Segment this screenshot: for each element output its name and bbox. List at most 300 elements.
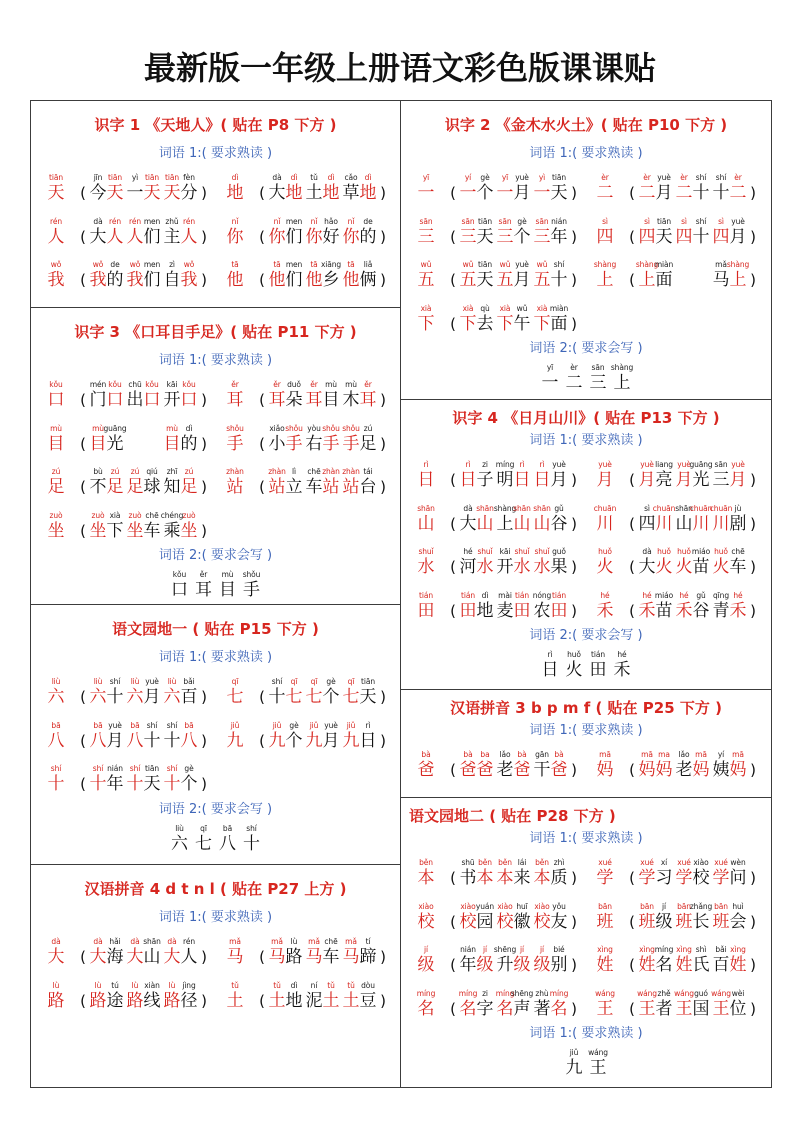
phrase-char: 十 (550, 270, 568, 290)
phrase-char: 台 (359, 477, 377, 497)
open-paren: ( (450, 471, 456, 489)
word-phrase (639, 216, 673, 254)
word-phrase (534, 172, 568, 210)
lesson-grid (30, 100, 772, 1088)
pinyin: dà (167, 937, 177, 946)
char-entry (31, 714, 210, 758)
pinyin: guāng (103, 423, 127, 433)
phrase-syllable (286, 466, 303, 504)
phrase-char: 的 (180, 433, 198, 454)
word-phrase (343, 466, 377, 504)
word-phrase (676, 546, 710, 584)
phrase-syllable (551, 988, 568, 1026)
pinyin: shí (271, 677, 283, 686)
pinyin: dà (642, 547, 652, 556)
target-pinyin: qī (231, 677, 239, 686)
pinyin: shū (461, 858, 475, 867)
close-paren: ) (571, 761, 577, 779)
target-pinyin: liù (51, 677, 61, 686)
phrase-syllable (656, 259, 673, 297)
phrase-char: 耳 (359, 390, 377, 410)
phrase-char: 田 (459, 600, 477, 621)
word-group (448, 988, 579, 1026)
phrase-char: 上 (496, 513, 514, 534)
phrase-char: 我 (89, 270, 107, 290)
pinyin: shí (166, 720, 178, 730)
phrase-char: 个 (285, 730, 303, 751)
char-entry (31, 460, 210, 504)
close-paren: ) (380, 948, 386, 966)
close-paren: ) (380, 731, 386, 750)
word-group (257, 936, 388, 974)
pinyin: shì (695, 945, 707, 954)
phrase-char: 马 (342, 947, 360, 967)
phrase-syllable (269, 172, 286, 210)
phrase-char: 一 (496, 183, 514, 203)
pinyin: jiǔ (309, 720, 319, 730)
word-phrase (306, 980, 340, 1018)
pinyin: míng (549, 988, 569, 998)
vocab-label-write: 词语 2:( 要求会写 ) (529, 341, 643, 356)
vocab-row (401, 166, 771, 210)
phrase-char: 十 (163, 774, 181, 794)
open-paren: ( (629, 514, 635, 533)
vocab-rows (31, 670, 400, 801)
phrase-syllable (477, 749, 494, 787)
target-pinyin: tǔ (231, 980, 239, 990)
writing-char-block (610, 649, 634, 680)
phrase-syllable (323, 379, 340, 417)
phrase-char: 学 (638, 868, 656, 888)
phrase-char: 马 (268, 947, 286, 967)
word-phrase (127, 676, 161, 714)
phrase-syllable (269, 259, 286, 297)
phrase-syllable (127, 216, 144, 254)
writing-chars (31, 823, 400, 854)
pinyin: men (143, 260, 161, 269)
pinyin: wǔ (462, 260, 474, 269)
phrase-char: 姓 (729, 955, 747, 975)
pinyin: gǔ (696, 590, 706, 600)
pinyin: bà (517, 750, 527, 759)
phrase-syllable (323, 980, 340, 1018)
pinyin: zhàn (322, 467, 340, 476)
pinyin: xìng (730, 945, 746, 954)
close-paren: ) (571, 558, 577, 576)
phrase-syllable (90, 763, 107, 801)
phrase-syllable (90, 676, 107, 714)
pinyin: miàn (549, 303, 569, 313)
pinyin: yǒu (552, 901, 566, 911)
phrase-syllable (652, 503, 676, 541)
target-pinyin: kǒu (49, 380, 63, 389)
phrase-syllable (639, 944, 656, 982)
word-phrase (639, 944, 673, 982)
phrase-syllable (534, 503, 551, 541)
pinyin: chū (128, 380, 142, 389)
pinyin: chuān (652, 503, 676, 513)
pinyin: zhù (535, 988, 549, 998)
target-char: 四 (596, 226, 614, 247)
pinyin: tí (365, 937, 371, 946)
word-phrase (497, 749, 531, 787)
pinyin: hé (642, 590, 652, 600)
lesson-title: 识字 3 《口耳目手足》( 贴在 P11 下方 ) (74, 323, 357, 341)
target-char-block (44, 172, 68, 210)
phrase-syllable (164, 172, 181, 210)
phrase-char: 水 (513, 557, 531, 577)
pinyin: tiān (552, 173, 566, 182)
pinyin: zhì (553, 858, 565, 867)
phrase-char: 路 (89, 990, 107, 1011)
target-pinyin: zuò (49, 510, 63, 520)
phrase-char: 三 (533, 226, 551, 247)
phrase-char: 级 (655, 911, 673, 932)
pinyin: miáo (654, 590, 674, 600)
phrase-syllable (730, 901, 747, 939)
phrase-syllable (127, 510, 144, 548)
phrase-char: 王 (675, 998, 693, 1019)
pinyin: kāi (166, 380, 178, 389)
phrase-char: 人 (180, 226, 198, 247)
pinyin: tā (273, 260, 281, 269)
word-phrase (676, 216, 710, 254)
phrase-syllable (144, 980, 161, 1018)
phrase-syllable (306, 980, 323, 1018)
target-char-block (414, 857, 438, 895)
phrase-syllable (360, 936, 377, 974)
phrase-char: 百 (180, 687, 198, 707)
word-phrase (90, 720, 124, 758)
phrase-char: 水 (533, 557, 551, 577)
phrase-syllable (127, 676, 144, 714)
target-pinyin: bā (51, 720, 61, 730)
pinyin: chē (731, 547, 745, 556)
lesson-card (401, 690, 771, 798)
target-char-block (44, 423, 68, 461)
phrase-char: 谷 (692, 600, 710, 621)
phrase-syllable (127, 172, 144, 210)
pinyin: tián (591, 650, 605, 659)
open-paren: ( (80, 688, 86, 706)
char-entry (210, 210, 389, 254)
char-entry (580, 982, 759, 1026)
pinyin: mù (92, 423, 104, 433)
vocab-row (401, 297, 771, 341)
vocab-row (31, 210, 400, 254)
phrase-char: 八 (126, 730, 144, 751)
word-phrase (639, 749, 673, 787)
pinyin: yuè (324, 720, 338, 730)
target-char-block (593, 988, 617, 1026)
phrase-syllable (514, 503, 531, 541)
target-pinyin: shān (417, 503, 435, 513)
word-phrase (164, 763, 198, 801)
target-char-block (44, 936, 68, 974)
pinyin: wǒ (129, 260, 141, 269)
target-pinyin: shǒu (226, 423, 244, 433)
phrase-syllable (164, 936, 181, 974)
phrase-char: 河 (459, 557, 477, 577)
word-group (448, 216, 579, 254)
pinyin: tiān (165, 173, 179, 182)
phrase-char: 二 (675, 183, 693, 203)
phrase-syllable (713, 901, 730, 939)
phrase-char: 马 (712, 270, 730, 290)
pinyin: zhě (657, 988, 671, 998)
writing-char: 一 (541, 373, 559, 393)
phrase-char: 下 (106, 520, 124, 541)
word-group (448, 503, 579, 541)
phrase-char: 禾 (638, 600, 656, 621)
phrase-char: 川 (712, 513, 730, 534)
char-entry (31, 417, 210, 461)
pinyin: chuān (709, 503, 733, 513)
open-paren: ( (450, 227, 456, 246)
phrase-char: 朵 (285, 390, 303, 410)
writing-chars (31, 569, 400, 600)
phrase-syllable (551, 503, 568, 541)
phrase-syllable (144, 936, 161, 974)
word-phrase (127, 720, 161, 758)
phrase-char: 升 (496, 955, 514, 975)
target-char: 日 (417, 470, 435, 490)
pinyin: shǒu (242, 570, 261, 579)
word-phrase (460, 459, 494, 497)
phrase-char: 门 (89, 390, 107, 410)
char-entry (210, 166, 389, 210)
phrase-char: 水 (476, 557, 494, 577)
open-paren: ( (259, 434, 265, 453)
open-paren: ( (450, 314, 456, 333)
char-entry (210, 930, 389, 974)
phrase-char: 月 (729, 226, 747, 247)
phrase-syllable (656, 749, 673, 787)
word-phrase (306, 423, 340, 461)
target-pinyin: xiào (418, 901, 434, 911)
pinyin: liù (93, 677, 103, 686)
word-phrase (497, 901, 531, 939)
pinyin: xià (536, 303, 548, 313)
phrase-syllable (107, 720, 124, 758)
phrase-syllable (713, 459, 730, 497)
pinyin: mǎ (345, 937, 357, 946)
phrase-syllable (477, 503, 494, 541)
phrase-char: 下 (496, 313, 514, 334)
pinyin: bān (640, 901, 654, 911)
pinyin: shí (109, 677, 121, 686)
pinyin: chē (145, 510, 159, 520)
close-paren: ) (201, 227, 207, 246)
phrase-syllable (514, 901, 531, 939)
word-phrase (90, 379, 124, 417)
target-pinyin: ěr (231, 380, 239, 389)
phrase-char: 今 (89, 183, 107, 203)
target-pinyin: mù (50, 423, 62, 433)
pinyin: jìng (182, 980, 196, 990)
phrase-syllable (127, 466, 144, 504)
phrase-syllable (269, 676, 286, 714)
phrase-syllable (90, 259, 107, 297)
pinyin: lù (94, 980, 102, 990)
phrase-syllable (497, 590, 514, 628)
phrase-syllable (676, 857, 693, 895)
phrase-syllable (639, 546, 656, 584)
phrase-char: 姓 (638, 955, 656, 975)
word-phrase (635, 259, 674, 297)
phrase-char: 七 (285, 687, 303, 707)
pinyin: xià (462, 303, 474, 313)
phrase-char: 大 (163, 947, 181, 967)
phrase-char: 坐 (126, 520, 144, 541)
target-char: 我 (47, 270, 65, 290)
pinyin: xué (677, 858, 691, 867)
phrase-syllable (286, 676, 303, 714)
phrase-char: 地 (359, 183, 377, 203)
word-phrase (493, 944, 531, 982)
word-phrase (713, 172, 747, 210)
word-group (448, 459, 579, 497)
target-char-block (223, 379, 247, 417)
word-phrase (460, 503, 494, 541)
phrase-char: 五 (533, 270, 551, 290)
vocab-label-write: 词语 2:( 要求会写 ) (158, 801, 273, 817)
open-paren: ( (80, 991, 86, 1010)
pinyin: kǒu (108, 380, 122, 389)
open-paren: ( (629, 761, 635, 779)
pinyin: nián (551, 216, 567, 226)
phrase-char: 川 (655, 513, 673, 534)
phrase-syllable (127, 259, 144, 297)
char-entry (580, 584, 759, 628)
pinyin: hǎo (324, 216, 338, 226)
pinyin: shí (146, 720, 158, 730)
phrase-char: 名 (459, 998, 477, 1019)
target-pinyin: shuǐ (418, 547, 434, 556)
pinyin: dà (272, 173, 282, 182)
pinyin: gǔ (554, 503, 564, 513)
close-paren: ) (750, 956, 756, 974)
word-phrase (713, 459, 747, 497)
phrase-syllable (639, 988, 656, 1026)
phrase-syllable (323, 423, 340, 461)
phrase-char: 四 (675, 226, 693, 247)
phrase-char: 地 (285, 183, 303, 203)
phrase-char: 车 (322, 947, 340, 967)
phrase-char: 农 (533, 600, 551, 621)
char-entry (401, 743, 580, 787)
target-char: 爸 (417, 760, 435, 780)
pinyin: gè (517, 216, 527, 226)
pinyin: lù (168, 980, 176, 990)
pinyin: jí (483, 945, 487, 954)
phrase-char: 爸 (459, 760, 477, 780)
pinyin: chuān (689, 503, 713, 513)
writing-char: 八 (219, 833, 236, 854)
pinyin: yuè (515, 173, 529, 182)
phrase-syllable (477, 988, 494, 1026)
word-phrase (306, 216, 340, 254)
pinyin: dà (93, 937, 103, 946)
phrase-syllable (639, 590, 656, 628)
char-entry (210, 417, 389, 461)
word-group (78, 763, 209, 801)
phrase-char: 明 (496, 470, 514, 490)
phrase-char: 站 (342, 477, 360, 497)
word-phrase (306, 379, 340, 417)
target-char-block (593, 901, 617, 939)
phrase-syllable (534, 857, 551, 895)
pinyin: tǔ (273, 980, 281, 990)
phrase-char: 月 (513, 183, 531, 203)
phrase-char: 开 (496, 557, 514, 577)
phrase-syllable (497, 901, 514, 939)
word-group (257, 172, 388, 210)
phrase-syllable (477, 459, 494, 497)
writing-char: 目 (219, 580, 236, 600)
phrase-syllable (164, 763, 181, 801)
phrase-syllable (534, 944, 551, 982)
phrase-syllable (107, 259, 124, 297)
phrase-char: 目 (89, 433, 107, 454)
word-group (448, 259, 579, 297)
lesson-card (401, 400, 771, 690)
phrase-syllable (477, 216, 494, 254)
target-pinyin: mā (599, 750, 611, 759)
phrase-syllable (269, 216, 286, 254)
pinyin: kǒu (172, 570, 187, 579)
phrase-syllable (360, 379, 377, 417)
close-paren: ) (201, 271, 207, 289)
phrase-syllable (551, 901, 568, 939)
pinyin: tiān (108, 173, 122, 182)
pinyin: zhàn (342, 467, 360, 476)
phrase-char: 车 (305, 477, 323, 497)
close-paren: ) (750, 601, 756, 620)
pinyin: gè (326, 677, 336, 686)
phrase-syllable (107, 216, 124, 254)
phrase-syllable (551, 749, 568, 787)
char-entry (401, 895, 580, 939)
pinyin: chē (307, 467, 321, 476)
phrase-char: 路 (285, 947, 303, 967)
phrase-syllable (656, 459, 673, 497)
lesson-title: 语文园地一 ( 贴在 P15 下方 ) (112, 620, 319, 638)
pinyin: gè (289, 720, 299, 730)
word-phrase (90, 172, 124, 210)
target-char-block (593, 944, 617, 982)
word-phrase (639, 459, 673, 497)
phrase-syllable (164, 216, 181, 254)
char-entry (210, 460, 389, 504)
target-char: 他 (226, 270, 244, 290)
pinyin: tián (552, 590, 566, 600)
target-char-block (414, 944, 438, 982)
vocab-row (401, 497, 771, 541)
phrase-char: 苗 (692, 557, 710, 577)
phrase-char: 们 (285, 226, 303, 247)
pinyin: bā (130, 720, 140, 730)
phrase-syllable (107, 676, 124, 714)
phrase-syllable (460, 546, 477, 584)
phrase-syllable (103, 423, 127, 461)
close-paren: ) (201, 948, 207, 966)
open-paren: ( (80, 521, 86, 540)
word-phrase (343, 259, 377, 297)
word-group (627, 259, 758, 297)
pinyin: dì (481, 590, 489, 600)
phrase-char: 剧 (729, 513, 747, 534)
